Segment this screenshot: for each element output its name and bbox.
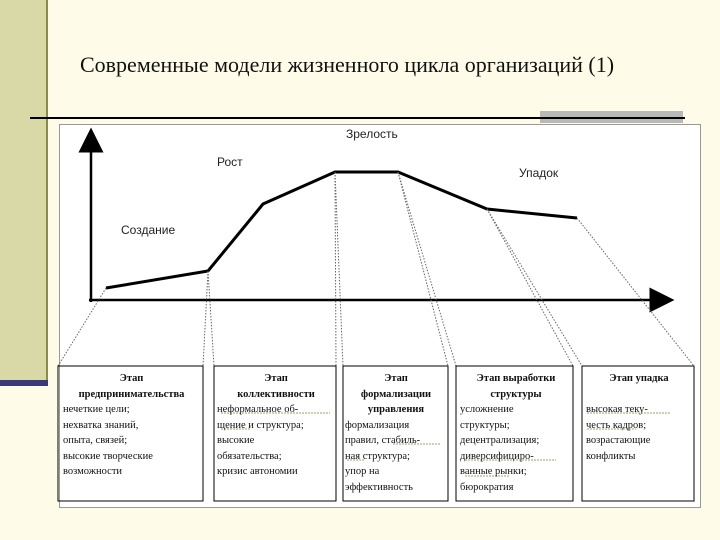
box-item: неформальное об- <box>217 404 299 415</box>
box-heading: Этап <box>384 373 408 384</box>
stage-box-5 <box>586 371 692 464</box>
box-item: формализация <box>345 419 410 431</box>
box-item: щение и структура; <box>217 419 304 431</box>
box-heading: структуры <box>490 388 542 400</box>
box-item: кризис автономии <box>217 466 298 477</box>
box-item: возрастающие <box>586 435 651 446</box>
connector-line <box>577 218 694 366</box>
box-item: упор на <box>345 466 380 477</box>
box-item: усложнение <box>460 404 514 415</box>
box-item: нехватка знаний, <box>63 419 139 431</box>
box-item: бюрократия <box>460 481 514 493</box>
stage-box-4 <box>460 371 572 495</box>
box-item: нечеткие цели; <box>63 404 130 415</box>
connector-line <box>398 172 456 366</box>
slide-title: Современные модели жизненного цикла организаций (1) <box>80 52 615 77</box>
box-heading: управления <box>367 404 425 415</box>
box-item: децентрализация; <box>460 435 540 446</box>
box-heading: предпринимательства <box>78 388 185 400</box>
box-heading: формализации <box>360 388 432 400</box>
box-item: обязательства; <box>217 450 282 462</box>
box-item: ная структура; <box>345 450 410 462</box>
stage-box-3 <box>345 371 447 495</box>
stage-label-decline: Упадок <box>519 166 559 180</box>
stage-box-2 <box>217 371 335 480</box>
box-item: структуры; <box>460 419 510 431</box>
connector-line <box>335 172 343 366</box>
box-item: диверсифициро- <box>460 450 534 462</box>
box-item: честь кадров; <box>586 419 647 431</box>
box-item: высокая теку- <box>586 404 648 415</box>
connector-line <box>203 271 208 366</box>
connector-line <box>335 172 336 366</box>
box-item: опыта, связей; <box>63 435 128 446</box>
connector-line <box>487 209 582 366</box>
box-heading: Этап <box>119 373 144 384</box>
stage-label-growth: Рост <box>217 155 243 169</box>
box-item: возможности <box>63 466 123 477</box>
box-item: конфликты <box>586 450 636 462</box>
stage-label-creation: Создание <box>121 223 176 237</box>
box-heading: Этап выработки <box>476 373 556 384</box>
stage-box-1 <box>63 371 200 480</box>
lifecycle-curve <box>106 172 577 288</box>
connector-lines <box>58 172 694 366</box>
connector-line <box>487 209 573 366</box>
box-item: ванные рынки; <box>460 466 527 477</box>
connector-line <box>208 271 214 366</box>
box-item: высокие <box>217 435 255 446</box>
box-item: высокие творческие <box>63 450 153 462</box>
stage-label-maturity: Зрелость <box>346 127 398 141</box>
box-item: правил, стабиль- <box>345 435 421 446</box>
connector-line <box>398 172 448 366</box>
box-heading: Этап упадка <box>609 373 669 384</box>
box-heading: коллективности <box>237 388 315 400</box>
box-heading: Этап <box>264 373 288 384</box>
box-item: эффективность <box>345 481 413 493</box>
